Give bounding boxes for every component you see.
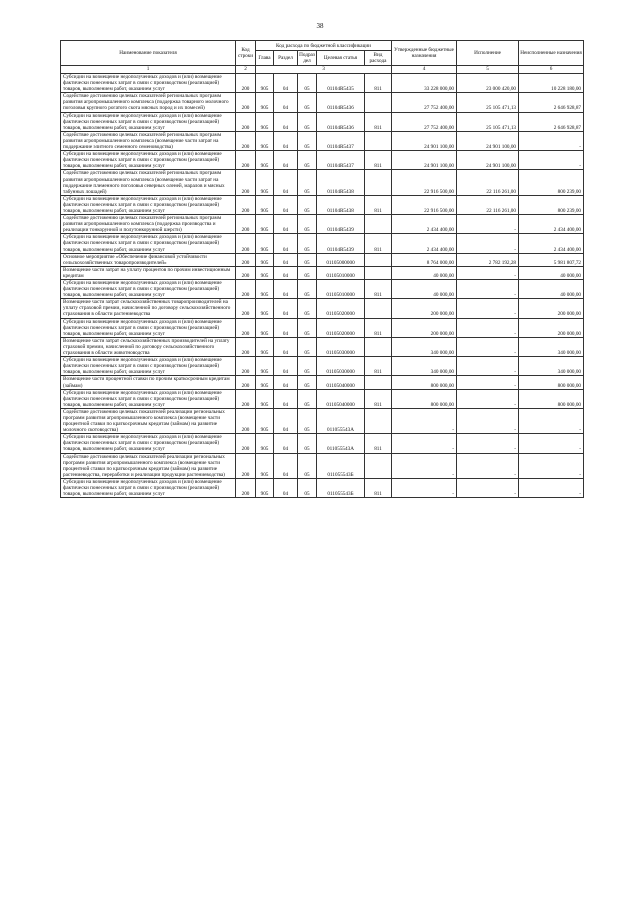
column-number: 3 <box>256 66 392 74</box>
row-razdel: 04 <box>274 299 298 318</box>
row-vid: 811 <box>365 318 392 337</box>
row-executed: - <box>457 357 519 376</box>
row-razdel: 04 <box>274 234 298 253</box>
row-approved: 27 752 400,00 <box>392 93 457 112</box>
row-approved: - <box>392 434 457 453</box>
table-row <box>61 170 584 195</box>
row-approved: 40 000,00 <box>392 280 457 299</box>
row-target: 01104R5436 <box>317 93 365 112</box>
row-name: Содействие достижению целевых показателей региональных программ развития агропромышленного комплекса (возмещение части затрат на поддержание элитного семенного семеноводства) <box>61 131 236 150</box>
row-podrazdel: 05 <box>298 408 317 433</box>
row-name: Субсидии на возмещение недополученных доходов и (или) возмещение фактически понесенных затрат в связи с производством (реализацией) товаров, выполнением работ, оказанием услуг <box>61 151 236 170</box>
row-executed: - <box>457 337 519 356</box>
header-budget-code-group: Код расхода по бюджетной классификации <box>256 41 392 51</box>
row-approved: 2 434 400,00 <box>392 234 457 253</box>
row-approved: 340 000,00 <box>392 337 457 356</box>
row-target: 01105010000 <box>317 266 365 279</box>
row-target: 01105040000 <box>317 389 365 408</box>
row-name: Субсидии на возмещение недополученных доходов и (или) возмещение фактически понесенных затрат в связи с производством (реализацией) товаров, выполнением работ, оказанием услуг <box>61 112 236 131</box>
row-approved: - <box>392 453 457 478</box>
row-code: 200 <box>236 93 256 112</box>
row-glava: 905 <box>256 453 274 478</box>
row-approved: 8 764 000,00 <box>392 253 457 266</box>
row-podrazdel: 05 <box>298 234 317 253</box>
row-code: 200 <box>236 389 256 408</box>
row-executed: 22 116 261,00 <box>457 170 519 195</box>
column-number: 6 <box>519 66 584 74</box>
table-row <box>61 112 584 131</box>
row-razdel: 04 <box>274 215 298 234</box>
row-not-executed: 200 000,00 <box>519 299 584 318</box>
row-podrazdel: 05 <box>298 434 317 453</box>
row-name: Субсидии на возмещение недополученных доходов и (или) возмещение фактически понесенных затрат в связи с производством (реализацией) товаров, выполнением работ, оказанием услуг <box>61 74 236 93</box>
row-not-executed: - <box>519 478 584 497</box>
row-executed: - <box>457 478 519 497</box>
row-approved: - <box>392 478 457 497</box>
row-name: Содействие достижению целевых показателей региональных программ развития агропромышленного комплекса (поддержка производства и реализации тонкорунной и полутонкорунной шерсти) <box>61 215 236 234</box>
row-not-executed: 10 228 180,00 <box>519 74 584 93</box>
row-podrazdel: 05 <box>298 280 317 299</box>
row-executed: - <box>457 215 519 234</box>
row-code: 200 <box>236 151 256 170</box>
row-not-executed: 40 000,00 <box>519 280 584 299</box>
row-target: 01104R5438 <box>317 170 365 195</box>
table-row <box>61 376 584 389</box>
row-target: 01104R5438 <box>317 195 365 214</box>
row-name: Субсидии на возмещение недополученных доходов и (или) возмещение фактически понесенных затрат в связи с производством (реализацией) товаров, выполнением работ, оказанием услуг <box>61 478 236 497</box>
row-target: 011055543Б <box>317 453 365 478</box>
row-razdel: 04 <box>274 318 298 337</box>
row-code: 200 <box>236 266 256 279</box>
table-row <box>61 299 584 318</box>
row-not-executed: 200 000,00 <box>519 318 584 337</box>
row-vid: 811 <box>365 74 392 93</box>
row-code: 200 <box>236 408 256 433</box>
row-razdel: 04 <box>274 389 298 408</box>
row-podrazdel: 05 <box>298 299 317 318</box>
row-approved: 33 228 000,00 <box>392 74 457 93</box>
row-glava: 905 <box>256 266 274 279</box>
row-target: 01105030000 <box>317 337 365 356</box>
row-glava: 905 <box>256 376 274 389</box>
row-vid <box>365 453 392 478</box>
table-row <box>61 234 584 253</box>
row-code: 200 <box>236 280 256 299</box>
row-target: 01104R5439 <box>317 215 365 234</box>
row-code: 200 <box>236 318 256 337</box>
row-podrazdel: 05 <box>298 478 317 497</box>
row-razdel: 04 <box>274 280 298 299</box>
row-code: 200 <box>236 253 256 266</box>
row-not-executed: 40 000,00 <box>519 266 584 279</box>
header-target: Целевая статья <box>317 51 365 66</box>
header-executed: Исполнение <box>457 41 519 66</box>
row-razdel: 04 <box>274 112 298 131</box>
row-podrazdel: 05 <box>298 131 317 150</box>
row-target: 01105020000 <box>317 318 365 337</box>
row-vid: 811 <box>365 112 392 131</box>
row-vid: 811 <box>365 280 392 299</box>
row-razdel: 04 <box>274 131 298 150</box>
row-executed: 24 901 100,00 <box>457 151 519 170</box>
row-razdel: 04 <box>274 376 298 389</box>
row-vid <box>365 170 392 195</box>
row-approved: 27 752 400,00 <box>392 112 457 131</box>
row-podrazdel: 05 <box>298 318 317 337</box>
row-name: Содействие достижению целевых показателей реализации региональных программ развития агропромышленного комплекса (возмещение части процентной ставки по краткосрочным кредитам (займам) на развитие растениеводства, переработки и реализации продукции растениеводства) <box>61 453 236 478</box>
page-number: 38 <box>316 22 324 30</box>
row-code: 200 <box>236 215 256 234</box>
row-podrazdel: 05 <box>298 376 317 389</box>
table-row <box>61 280 584 299</box>
table-row <box>61 434 584 453</box>
row-executed: - <box>457 408 519 433</box>
row-not-executed: - <box>519 131 584 150</box>
row-name: Основное мероприятие «Обеспечение финансовой устойчивости сельскохозяйственных товаропроизводителей» <box>61 253 236 266</box>
row-executed: 24 901 100,00 <box>457 131 519 150</box>
row-target: 01105030000 <box>317 357 365 376</box>
row-not-executed: - <box>519 434 584 453</box>
table-row <box>61 74 584 93</box>
table-row <box>61 453 584 478</box>
row-glava: 905 <box>256 478 274 497</box>
row-glava: 905 <box>256 131 274 150</box>
column-number: 5 <box>457 66 519 74</box>
row-vid <box>365 266 392 279</box>
row-approved: 2 434 400,00 <box>392 215 457 234</box>
row-executed: - <box>457 266 519 279</box>
row-name: Субсидии на возмещение недополученных доходов и (или) возмещение фактически понесенных затрат в связи с производством (реализацией) товаров, выполнением работ, оказанием услуг <box>61 434 236 453</box>
row-code: 200 <box>236 376 256 389</box>
row-glava: 905 <box>256 389 274 408</box>
row-code: 200 <box>236 131 256 150</box>
column-numbers-row <box>61 66 584 74</box>
row-executed: - <box>457 318 519 337</box>
row-not-executed: 800 000,00 <box>519 389 584 408</box>
row-glava: 905 <box>256 74 274 93</box>
row-name: Содействие достижению целевых показателей региональных программ развития агропромышленного комплекса (возмещение части затрат на поддержание племенного поголовья северных оленей, маралов и мясных табунных лошадей) <box>61 170 236 195</box>
row-podrazdel: 05 <box>298 357 317 376</box>
row-executed: - <box>457 280 519 299</box>
row-target: 01105000000 <box>317 253 365 266</box>
table-row <box>61 266 584 279</box>
row-approved: 40 000,00 <box>392 266 457 279</box>
row-approved: 800 000,00 <box>392 389 457 408</box>
row-glava: 905 <box>256 337 274 356</box>
row-approved: 200 000,00 <box>392 299 457 318</box>
row-vid: 811 <box>365 151 392 170</box>
row-approved: 24 901 100,00 <box>392 131 457 150</box>
row-not-executed: 2 646 928,87 <box>519 93 584 112</box>
row-glava: 905 <box>256 215 274 234</box>
row-target: 011055543Б <box>317 478 365 497</box>
row-target: 01104R5437 <box>317 151 365 170</box>
row-glava: 905 <box>256 299 274 318</box>
row-podrazdel: 05 <box>298 112 317 131</box>
column-number: 2 <box>236 66 256 74</box>
header-glava: Глава <box>256 51 274 66</box>
row-glava: 905 <box>256 280 274 299</box>
row-glava: 905 <box>256 253 274 266</box>
row-razdel: 04 <box>274 408 298 433</box>
row-not-executed: - <box>519 151 584 170</box>
header-name: Наименование показателя <box>61 41 236 66</box>
header-vid: Вид расхода <box>365 51 392 66</box>
row-glava: 905 <box>256 170 274 195</box>
row-name: Возмещение части затрат на уплату процентов по прочим инвестиционным кредитам <box>61 266 236 279</box>
row-executed: 23 000 420,00 <box>457 74 519 93</box>
row-name: Субсидии на возмещение недополученных доходов и (или) возмещение фактически понесенных затрат в связи с производством (реализацией) товаров, выполнением работ, оказанием услуг <box>61 389 236 408</box>
row-code: 200 <box>236 453 256 478</box>
row-not-executed: 5 981 807,72 <box>519 253 584 266</box>
row-approved: 800 000,00 <box>392 376 457 389</box>
table-row <box>61 389 584 408</box>
row-not-executed: 2 646 928,87 <box>519 112 584 131</box>
row-razdel: 04 <box>274 195 298 214</box>
budget-table <box>60 40 584 498</box>
row-name: Возмещение части процентной ставки по прочим краткосрочным кредитам (займам) <box>61 376 236 389</box>
row-podrazdel: 05 <box>298 453 317 478</box>
row-code: 200 <box>236 112 256 131</box>
row-podrazdel: 05 <box>298 93 317 112</box>
row-glava: 905 <box>256 234 274 253</box>
row-podrazdel: 05 <box>298 389 317 408</box>
row-target: 01105040000 <box>317 376 365 389</box>
row-executed: - <box>457 299 519 318</box>
row-name: Субсидии на возмещение недополученных доходов и (или) возмещение фактически понесенных затрат в связи с производством (реализацией) товаров, выполнением работ, оказанием услуг <box>61 357 236 376</box>
table-row <box>61 408 584 433</box>
row-executed: 25 105 471,13 <box>457 112 519 131</box>
table-row <box>61 131 584 150</box>
table-row <box>61 357 584 376</box>
row-name: Содействие достижению целевых показателей региональных программ развития агропромышленного комплекса (поддержка товарного молочного поголовья крупного рогатого скота мясных пород и их помесей) <box>61 93 236 112</box>
row-code: 200 <box>236 234 256 253</box>
row-code: 200 <box>236 299 256 318</box>
row-code: 200 <box>236 337 256 356</box>
table-row <box>61 318 584 337</box>
row-not-executed: 340 000,00 <box>519 357 584 376</box>
row-name: Содействие достижению целевых показателей реализации региональных программ развития агропромышленного комплекса (возмещение части процентной ставки по краткосрочным кредитам (займам) на развитие молочного скотоводства) <box>61 408 236 433</box>
row-glava: 905 <box>256 408 274 433</box>
row-target: 01104R5439 <box>317 234 365 253</box>
table-row <box>61 337 584 356</box>
row-vid <box>365 253 392 266</box>
row-target: 011055543А <box>317 434 365 453</box>
row-approved: 22 916 500,00 <box>392 195 457 214</box>
row-name: Субсидии на возмещение недополученных доходов и (или) возмещение фактически понесенных затрат в связи с производством (реализацией) товаров, выполнением работ, оказанием услуг <box>61 234 236 253</box>
row-code: 200 <box>236 357 256 376</box>
row-target: 01105010000 <box>317 280 365 299</box>
row-vid: 811 <box>365 195 392 214</box>
table-row <box>61 215 584 234</box>
row-approved: 340 000,00 <box>392 357 457 376</box>
row-podrazdel: 05 <box>298 215 317 234</box>
row-executed: 25 105 471,13 <box>457 93 519 112</box>
row-razdel: 04 <box>274 434 298 453</box>
header-razdel: Раздел <box>274 51 298 66</box>
row-executed: 2 782 192,28 <box>457 253 519 266</box>
row-approved: 200 000,00 <box>392 318 457 337</box>
row-code: 200 <box>236 478 256 497</box>
row-razdel: 04 <box>274 151 298 170</box>
row-vid: 811 <box>365 389 392 408</box>
row-not-executed: 340 000,00 <box>519 337 584 356</box>
column-number: 1 <box>61 66 236 74</box>
row-vid: 811 <box>365 478 392 497</box>
header-code: Код строки <box>236 41 256 66</box>
row-name: Субсидии на возмещение недополученных доходов и (или) возмещение фактически понесенных затрат в связи с производством (реализацией) товаров, выполнением работ, оказанием услуг <box>61 280 236 299</box>
table-row <box>61 93 584 112</box>
row-not-executed: 2 434 400,00 <box>519 215 584 234</box>
row-vid: 811 <box>365 234 392 253</box>
row-glava: 905 <box>256 318 274 337</box>
row-executed: - <box>457 453 519 478</box>
row-razdel: 04 <box>274 357 298 376</box>
row-podrazdel: 05 <box>298 195 317 214</box>
row-executed: - <box>457 434 519 453</box>
table-row <box>61 151 584 170</box>
row-vid <box>365 408 392 433</box>
row-name: Субсидии на возмещение недополученных доходов и (или) возмещение фактически понесенных затрат в связи с производством (реализацией) товаров, выполнением работ, оказанием услуг <box>61 195 236 214</box>
row-vid <box>365 337 392 356</box>
row-approved: 22 916 500,00 <box>392 170 457 195</box>
row-vid <box>365 376 392 389</box>
row-name: Субсидии на возмещение недополученных доходов и (или) возмещение фактически понесенных затрат в связи с производством (реализацией) товаров, выполнением работ, оказанием услуг <box>61 318 236 337</box>
row-executed: - <box>457 234 519 253</box>
row-target: 011055543А <box>317 408 365 433</box>
row-glava: 905 <box>256 357 274 376</box>
row-razdel: 04 <box>274 74 298 93</box>
row-approved: - <box>392 408 457 433</box>
row-code: 200 <box>236 195 256 214</box>
row-glava: 905 <box>256 434 274 453</box>
row-executed: - <box>457 376 519 389</box>
row-podrazdel: 05 <box>298 253 317 266</box>
table-row <box>61 253 584 266</box>
row-glava: 905 <box>256 195 274 214</box>
row-executed: 22 116 261,00 <box>457 195 519 214</box>
row-not-executed: 800 239,00 <box>519 170 584 195</box>
table-row <box>61 478 584 497</box>
column-number: 4 <box>392 66 457 74</box>
row-not-executed: 800 239,00 <box>519 195 584 214</box>
header-approved: Утвержденные бюджетные назначения <box>392 41 457 66</box>
row-name: Возмещение части затрат сельскохозяйственных товаропроизводителей на уплату страховой премии, начисленной по договору сельскохозяйственного страхования в области растениеводства <box>61 299 236 318</box>
row-code: 200 <box>236 170 256 195</box>
row-razdel: 04 <box>274 253 298 266</box>
row-podrazdel: 05 <box>298 170 317 195</box>
row-target: 01104R5437 <box>317 131 365 150</box>
row-target: 01104R5435 <box>317 74 365 93</box>
row-razdel: 04 <box>274 478 298 497</box>
row-razdel: 04 <box>274 266 298 279</box>
row-razdel: 04 <box>274 453 298 478</box>
row-not-executed: 2 434 400,00 <box>519 234 584 253</box>
row-approved: 24 901 100,00 <box>392 151 457 170</box>
row-vid <box>365 93 392 112</box>
row-glava: 905 <box>256 93 274 112</box>
row-code: 200 <box>236 434 256 453</box>
header-podrazdel: Подраз дел <box>299 52 315 64</box>
row-vid: 811 <box>365 434 392 453</box>
row-razdel: 04 <box>274 337 298 356</box>
row-not-executed: - <box>519 408 584 433</box>
row-podrazdel: 05 <box>298 74 317 93</box>
row-vid: 811 <box>365 357 392 376</box>
row-razdel: 04 <box>274 93 298 112</box>
row-podrazdel: 05 <box>298 151 317 170</box>
row-razdel: 04 <box>274 170 298 195</box>
table-row <box>61 195 584 214</box>
row-vid <box>365 215 392 234</box>
row-vid <box>365 131 392 150</box>
row-target: 01105020000 <box>317 299 365 318</box>
row-vid <box>365 299 392 318</box>
row-podrazdel: 05 <box>298 266 317 279</box>
row-executed: - <box>457 389 519 408</box>
row-glava: 905 <box>256 151 274 170</box>
row-target: 01104R5436 <box>317 112 365 131</box>
row-not-executed: - <box>519 453 584 478</box>
row-code: 200 <box>236 74 256 93</box>
row-name: Возмещение части затрат сельскохозяйственных производителей на уплату страховой премии, начисленной по договору сельскохозяйственного страхования в области животноводства <box>61 337 236 356</box>
row-glava: 905 <box>256 112 274 131</box>
row-podrazdel: 05 <box>298 337 317 356</box>
header-not-executed: Неисполненные назначения <box>519 41 584 66</box>
row-not-executed: 800 000,00 <box>519 376 584 389</box>
